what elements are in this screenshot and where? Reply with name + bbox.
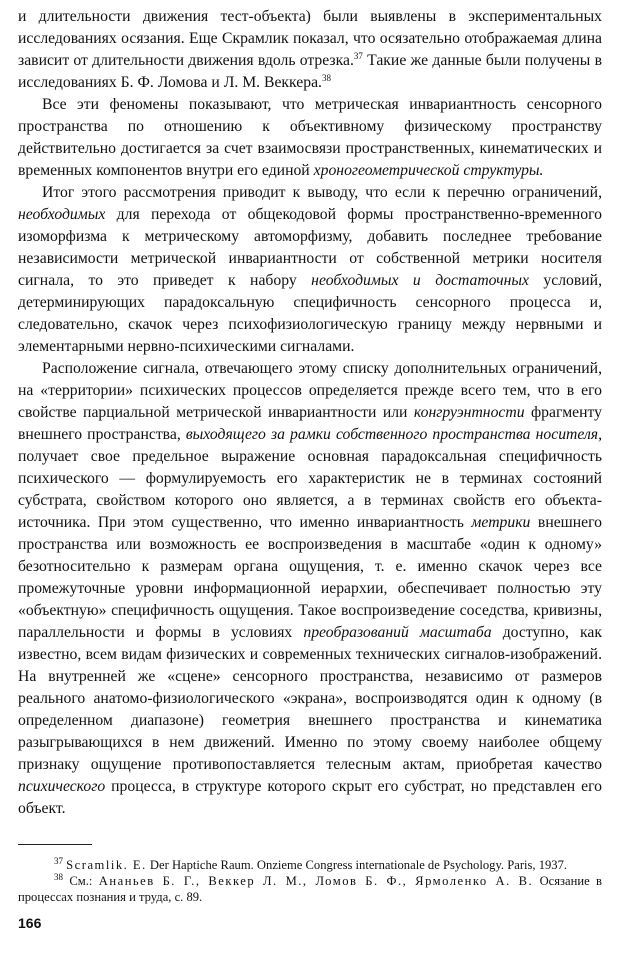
page-number: 166 (18, 915, 42, 931)
text-run: Der Haptiche Raum. Onzieme Congress internationale de Psychology. Paris, 1937. (146, 858, 568, 872)
italic-phrase: необходимых (18, 206, 106, 223)
italic-phrase: преобразований масштаба (303, 624, 492, 641)
footnote-separator (18, 844, 92, 845)
paragraph-p4 (18, 358, 602, 820)
paragraph-p2 (18, 94, 602, 182)
note-reference: 37 (353, 50, 363, 61)
paragraph-p1 (18, 6, 602, 94)
text-run: Осязание в процессах познания и труда, с. 89. (18, 874, 602, 904)
note-reference: 38 (321, 72, 331, 83)
text-run: для перехода от общекодовой формы пространственно-временного изоморфизма к метрическому автоморфизму, добавить последнее требование независимости метрической инвариантности от собственной метрики носителя сигнала, то это приведет к набору (18, 206, 602, 289)
note-reference: 37 (54, 855, 63, 866)
author-names: Ананьев Б. Г., Веккер Л. М., Ломов Б. Ф., Ярмоленко А. В. (98, 874, 534, 888)
footnote-fn38 (18, 873, 602, 905)
italic-phrase: метрики (471, 514, 531, 531)
text-run: Итог этого рассмотрения приводит к выводу, что если к перечню ограничений, (42, 184, 602, 201)
text-run: внешнего пространства или возможность ее воспроизведения в масштабе «один к одному» безотносительно к размерам органа ощущения, т. е. именно скачок через все промежуточные уровни информационной иерархии, обеспечивает полностью эту «объектную» специфичность ощущения. Такое воспроизведение соседства, кривизны, параллельности и формы в условиях (18, 514, 602, 641)
text-run: Все эти феномены показывают, что метрическая инвариантность сенсорного пространства по отношению к объективному физическому пространству действительно достигается за счет взаимосвязи пространственных, кинематических и временных компонентов внутри его единой (18, 96, 602, 179)
text-run: условий, детерминирующих парадоксальную специфичность сенсорного процесса и, следовательно, скачок через психофизиологическую границу между нервными и элементарными нервно-психическими сигналами. (18, 272, 602, 355)
paragraph-p3 (18, 182, 602, 358)
author-names: Scramlik. E. (66, 858, 147, 872)
italic-phrase: выходящего за рамки собственного пространства носителя, (185, 426, 602, 443)
text-run: фрагменту внешнего пространства, (18, 404, 602, 443)
text-run: Расположение сигнала, отвечающего этому списку дополнительных ограничений, на «территории» психических процессов определяется прежде всего тем, что в его свойстве парциальной метрической инвариантности или (18, 360, 602, 421)
text-run: Такие же данные были получены в исследованиях Б. Ф. Ломова и Л. М. Веккера. (18, 52, 602, 91)
italic-phrase: необходимых и достаточных (311, 272, 529, 289)
text-run: процесса, в структуре которого скрыт его субстрат, но представлен его объект. (18, 778, 602, 817)
text-run: доступно, как известно, всем видам физических и современных технических сигналов-изображений. На внутренней же «сцене» сенсорного пространства, независимо от размеров реального анатомо-физиологического «экрана», воспроизводятся один к одному (в определенном диапазоне) геометрия внешнего пространства и кинематика разыгрывающихся в нем движений. Именно по этому своему наиболее общему признаку ощущение противопоставляется телесным актам, приобретая качество (18, 624, 602, 773)
italic-phrase: психического (18, 778, 106, 795)
text-run: См.: (63, 874, 99, 888)
italic-phrase: хроногеометрической структуры. (313, 162, 544, 179)
text-run: получает свое предельное выражение основная парадоксальная специфичность психического — формулируемость его характеристик не в терминах состояний субстрата, свойством которого оно является, а в терминах свойств его объекта-источника. При этом существенно, что именно инвариантность (18, 448, 602, 531)
text-run: и длительности движения тест-объекта) были выявлены в экспериментальных исследованиях осязания. Еще Скрамлик показал, что осязательно отображаемая длина зависит от длительности движения вдоль отрезка. (18, 8, 602, 69)
book-page (18, 6, 602, 931)
footnotes (18, 857, 602, 905)
footnote-fn37 (18, 857, 602, 873)
body-text (18, 6, 602, 820)
note-reference: 38 (54, 871, 63, 882)
italic-phrase: конгруэнтности (413, 404, 525, 421)
